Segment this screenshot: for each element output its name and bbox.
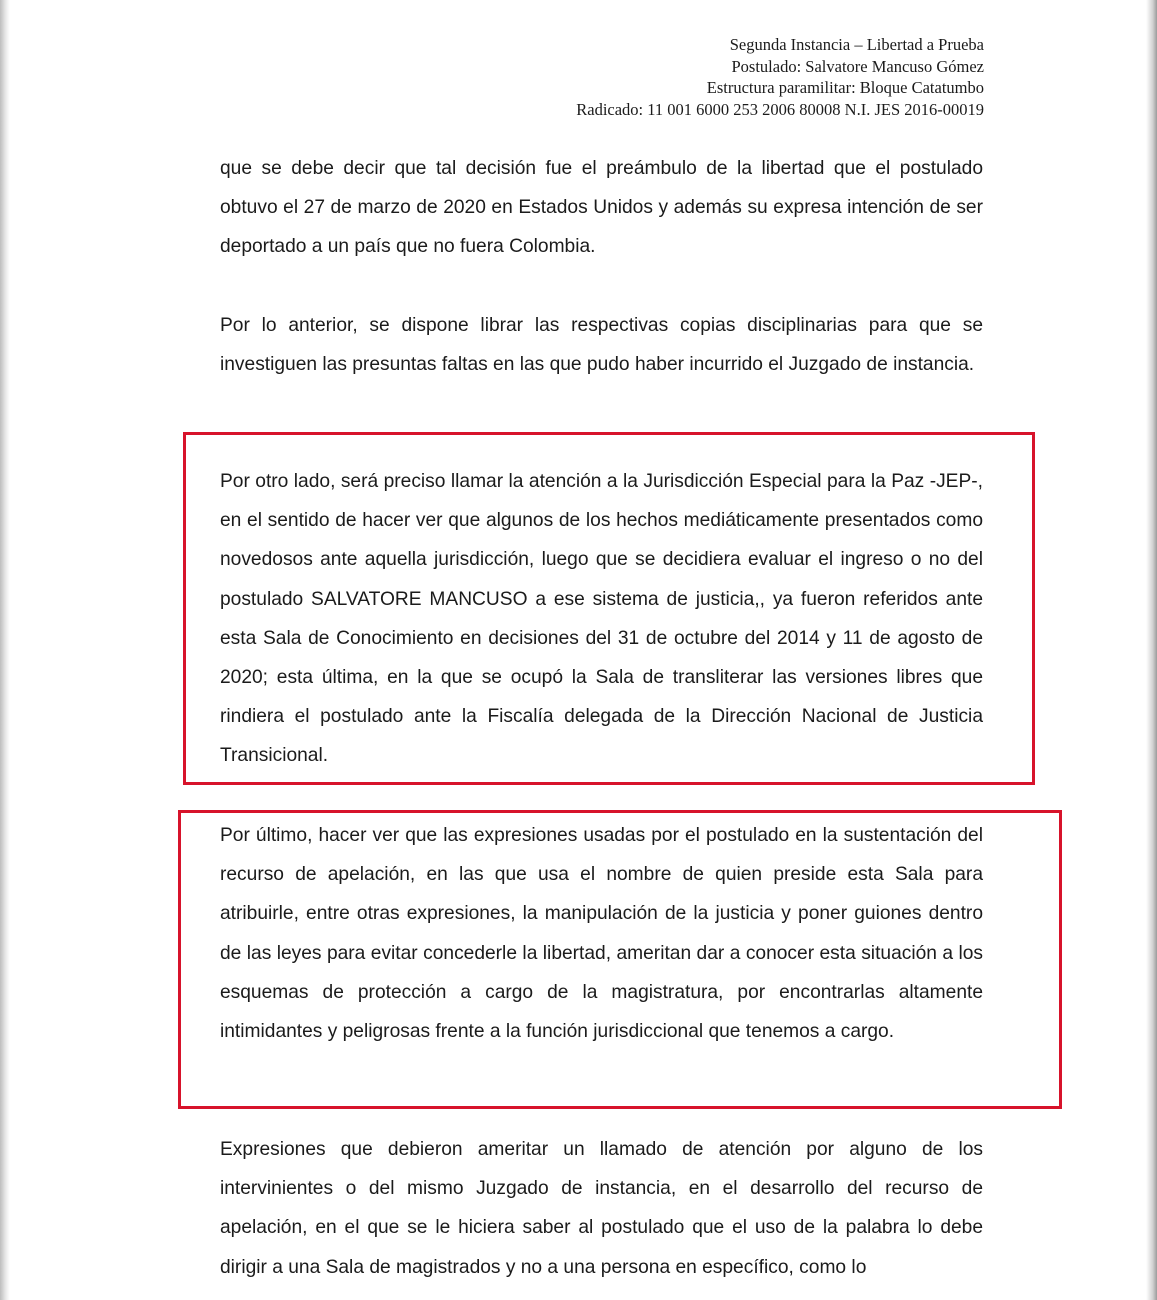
highlight-box-jep [183,432,1035,785]
header-line-instance: Segunda Instancia – Libertad a Prueba [729,35,984,54]
paragraph-copias-disciplinarias: Por lo anterior, se dispone librar las respectivas copias disciplinarias para que se investiguen las presuntas faltas en las que pudo haber incurrido el Juzgado de instancia. [220,315,983,376]
highlight-box-expresiones [178,810,1062,1109]
paragraph-libertad: que se debe decir que tal decisión fue el preámbulo de la libertad que el postulado obtuvo el 27 de marzo de 2020 en Estados Unidos y además su expresa intención de ser deportado a un país que no fuera Colombia. [220,158,983,258]
paragraph-expresiones-postulado: Por último, hacer ver que las expresiones usadas por el postulado en la sustentación del recurso de apelación, en las que usa el nombre de quien preside esta Sala para atribuirle, entre otras expresiones, la manipulación de la justicia y poner guiones dentro de las leyes para evitar concederle la libertad, ameritan dar a conocer esta situación a los esquemas de protección a cargo de la magistratura, por encontrarlas altamente intimidantes y peligrosas frente a la función jurisdiccional que tenemos a cargo. [220,825,983,1043]
paragraph-jep: Por otro lado, será preciso llamar la atención a la Jurisdicción Especial para la Paz -JEP-, en el sentido de hacer ver que algunos de los hechos mediáticamente presentados como novedosos ante aquella jurisdicción, luego que se decidiera evaluar el ingreso o no del postulado SALVATORE MANCUSO a ese sistema de justicia,, ya fueron referidos ante esta Sala de Conocimiento en decisiones del 31 de octubre del 2014 y 11 de agosto de 2020; esta última, en la que se ocupó la Sala de transliterar las versiones libres que rindiera el postulado ante la Fiscalía delegada de la Dirección Nacional de Justicia Transicional. [220,471,983,767]
header-line-postulado: Postulado: Salvatore Mancuso Gómez [731,56,984,76]
page-left-edge [0,0,10,1300]
document-header [576,34,984,120]
header-line-radicado: Radicado: 11 001 6000 253 2006 80008 N.I. JES 2016-00019 [576,99,984,119]
paragraph-llamado-atencion: Expresiones que debieron ameritar un llamado de atención por alguno de los intervinientes o del mismo Juzgado de instancia, en el desarrollo del recurso de apelación, en el que se le hiciera saber al postulado que el uso de la palabra lo debe dirigir a una Sala de magistrados y no a una persona en específico, como lo [220,1139,983,1278]
header-line-estructura: Estructura paramilitar: Bloque Catatumbo [706,78,984,97]
page-right-edge [1146,0,1157,1300]
